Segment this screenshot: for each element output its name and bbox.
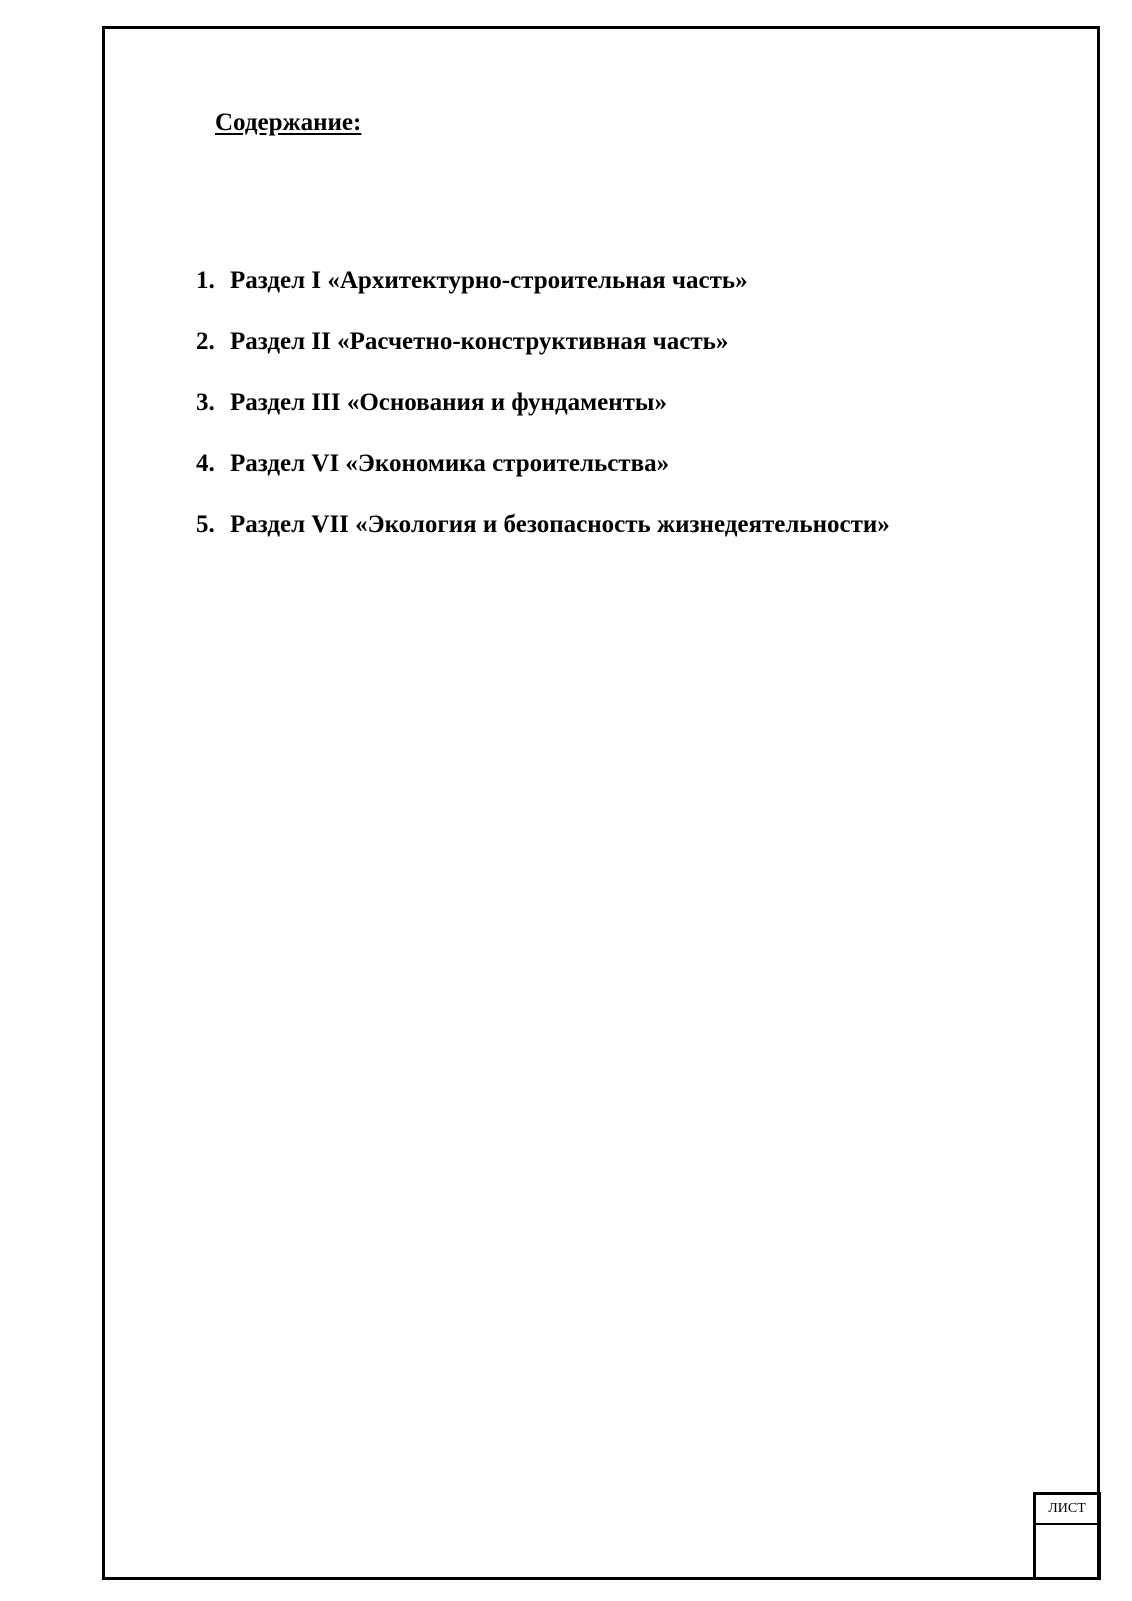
toc-item-number: 5. (196, 511, 215, 538)
toc-item-text: Раздел VII «Экология и безопасность жизнедеятельности» (230, 511, 890, 538)
toc-item (196, 327, 890, 357)
toc-item-number: 4. (196, 450, 215, 477)
toc-item-text: Раздел I «Архитектурно-строительная часть» (230, 267, 748, 294)
sheet-number (1036, 1525, 1098, 1577)
sheet-label: ЛИСТ (1036, 1495, 1098, 1525)
toc-item (196, 388, 890, 418)
toc-item-text: Раздел II «Расчетно-конструктивная часть» (230, 328, 729, 355)
toc-item-number: 2. (196, 328, 215, 355)
toc-item (196, 449, 890, 479)
table-of-contents (196, 266, 890, 571)
drawing-frame (102, 26, 1100, 1580)
toc-item-text: Раздел VI «Экономика строительства» (230, 450, 670, 477)
toc-item (196, 266, 890, 296)
page-title: Содержание: (215, 109, 362, 136)
toc-item-number: 1. (196, 267, 215, 294)
toc-item-text: Раздел III «Основания и фундаменты» (230, 389, 667, 416)
toc-item (196, 510, 890, 540)
sheet-number-box (1033, 1492, 1101, 1580)
toc-item-number: 3. (196, 389, 215, 416)
